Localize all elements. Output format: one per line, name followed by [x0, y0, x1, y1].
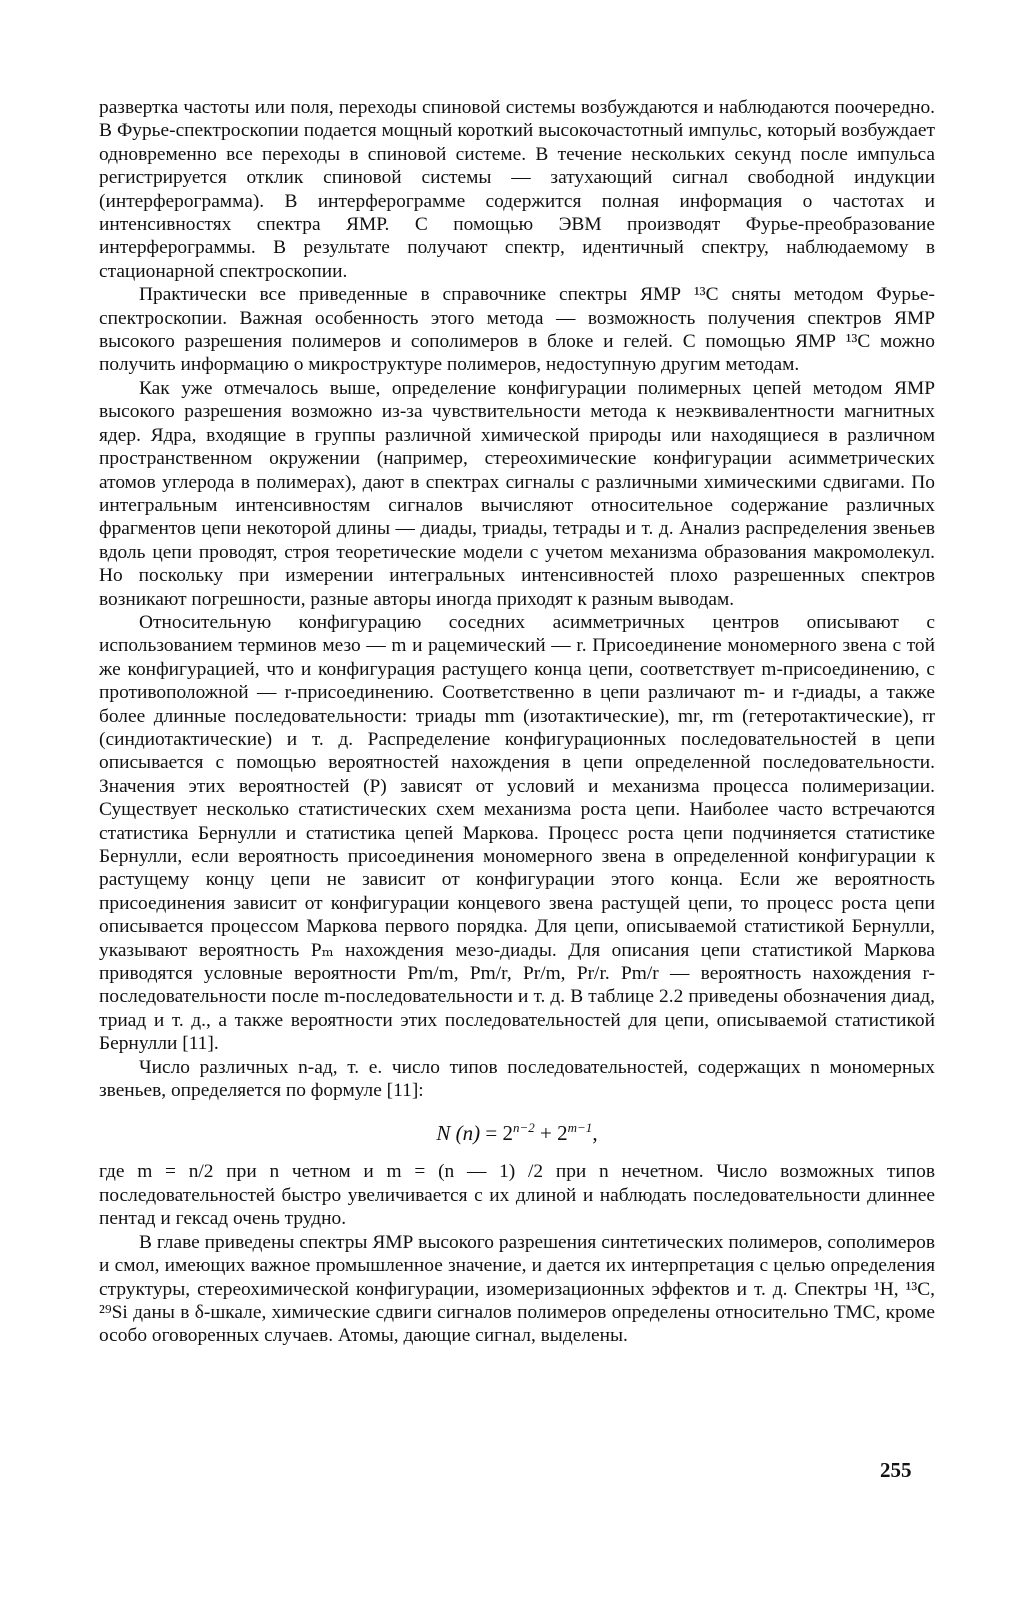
paragraph-fourier-nmr-13c: Практически все приведенные в справочнике спектры ЯМР ¹³С сняты методом Фурье-спектроскопии. Важная особенность этого метода — возможность получения спектров ЯМР высокого разрешения полимеров и сополимеров в блоке и гелей. С помощью ЯМР ¹³С можно получить информацию о микроструктуре полимеров, недоступную другим методам.: [99, 284, 935, 376]
paragraph-configuration: Как уже отмечалось выше, определение конфигурации полимерных цепей методом ЯМР высокого разрешения возможно из-за чувствительности метода к неэквивалентности магнитных ядер. Ядра, входящие в группы различной химической природы или находящиеся в различном пространственном окружении (например, стереохимические конфигурации асимметрических атомов углерода в полимерах), дают в спектрах сигналы с различными химическими сдвигами. По интегральным интенсивностям сигналов вычисляют относительное содержание различных фрагментов цепи некоторой длины — диады, триады, тетрады и т. д. Анализ распределения звеньев вдоль цепи проводят, строя теоретические модели с учетом механизма образования макромолекул. Но поскольку при измерении интегральных интенсивностей плохо разрешенных спектров возникают погрешности, разные авторы иногда приходят к разным выводам.: [99, 377, 935, 610]
formula-base-1: 2: [502, 1121, 514, 1146]
formula-equals: =: [480, 1121, 503, 1146]
paragraph-chapter-spectra: В главе приведены спектры ЯМР высокого разрешения синтетических полимеров, сополимеров и смол, имеющих важное промышленное значение, и дается их интерпретация с целью определения структуры, стереохимической конфигурации, изомеризационных эффектов и т. д. Спектры ¹H, ¹³C, ²⁹Si даны в δ-шкале, химические сдвиги сигналов полимеров определены относительно ТМС, кроме особо оговоренных случаев. Атомы, дающие сигнал, выделены.: [99, 1231, 935, 1347]
formula-base-2: 2: [557, 1121, 568, 1146]
page-number: 255: [880, 1458, 912, 1482]
paragraph-meso-racemic: Относительную конфигурацию соседних асимметричных центров описывают с использованием терминов мезо — m и рацемический — r. Присоединение мономерного звена с той же конфигурацией, что и конфигурация растущего конца цепи, соответствует m-присоединению, с противоположной — r-присоединению. Соответственно в цепи различают m- и r-диады, а также более длинные последовательности: триады mm (изотактические), mr, rm (гетеротактические), rr (синдиотактические) и т. д. Распределение конфигурационных последовательностей в цепи описывается с помощью вероятностей нахождения в цепи определенной последовательности. Значения этих вероятностей (P) зависят от условий и механизма процесса полимеризации. Существует несколько статистических схем механизма роста цепи. Наиболее часто встречаются статистика Бернулли и статистика цепей Маркова. Процесс роста цепи подчиняется статистике Бернулли, если вероятность присоединения мономерного звена в определенной конфигурации к растущему концу цепи не зависит от конфигурации этого конца. Если же вероятность присоединения зависит от конфигурации концевого звена растущей цепи, то процесс роста цепи описывается процессом Маркова первого порядка. Для цепи, описываемой статистикой Бернулли, указывают вероятность Pₘ нахождения мезо-диады. Для описания цепи статистикой Маркова приводятся условные вероятности Pm/m, Pm/r, Pr/m, Pr/r. Pm/r — вероятность нахождения r-последовательности после m-последовательности и т. д. В таблице 2.2 приведены обозначения диад, триад и т. д., а также вероятности этих последовательностей для цепи, описываемой статистикой Бернулли [11].: [99, 611, 935, 1055]
paragraph-n-ad-count: Число различных n-ад, т. е. число типов последовательностей, содержащих n мономерных звеньев, определяется по формуле [11]:: [99, 1056, 935, 1102]
body-text: [99, 96, 935, 1348]
formula-n-ad: [99, 1118, 935, 1148]
formula-lhs: N (n): [436, 1121, 481, 1146]
formula-exponent-2: m−1: [567, 1120, 593, 1136]
paragraph-m-definition: где m = n/2 при n четном и m = (n — 1) /2 при n нечетном. Число возможных типов последовательностей быстро увеличивается с их длиной и наблюдать последовательности длиннее пентад и гексад очень трудно.: [99, 1161, 935, 1230]
formula-tail: ,: [592, 1121, 598, 1146]
formula-plus: +: [534, 1121, 558, 1146]
paragraph-fourier-intro: развертка частоты или поля, переходы спиновой системы возбуждаются и наблюдаются поочередно. В Фурье-спектроскопии подается мощный короткий высокочастотный импульс, который возбуждает одновременно все переходы в спиновой системе. В течение нескольких секунд после импульса регистрируется отклик спиновой системы — затухающий сигнал свободной индукции (интерферограмма). В интерферограмме содержится полная информация о частотах и интенсивностях спектра ЯМР. С помощью ЭВМ производят Фурье-преобразование интерферограммы. В результате получают спектр, идентичный спектру, наблюдаемому в стационарной спектроскопии.: [99, 97, 935, 282]
formula-exponent-1: n−2: [513, 1120, 535, 1136]
